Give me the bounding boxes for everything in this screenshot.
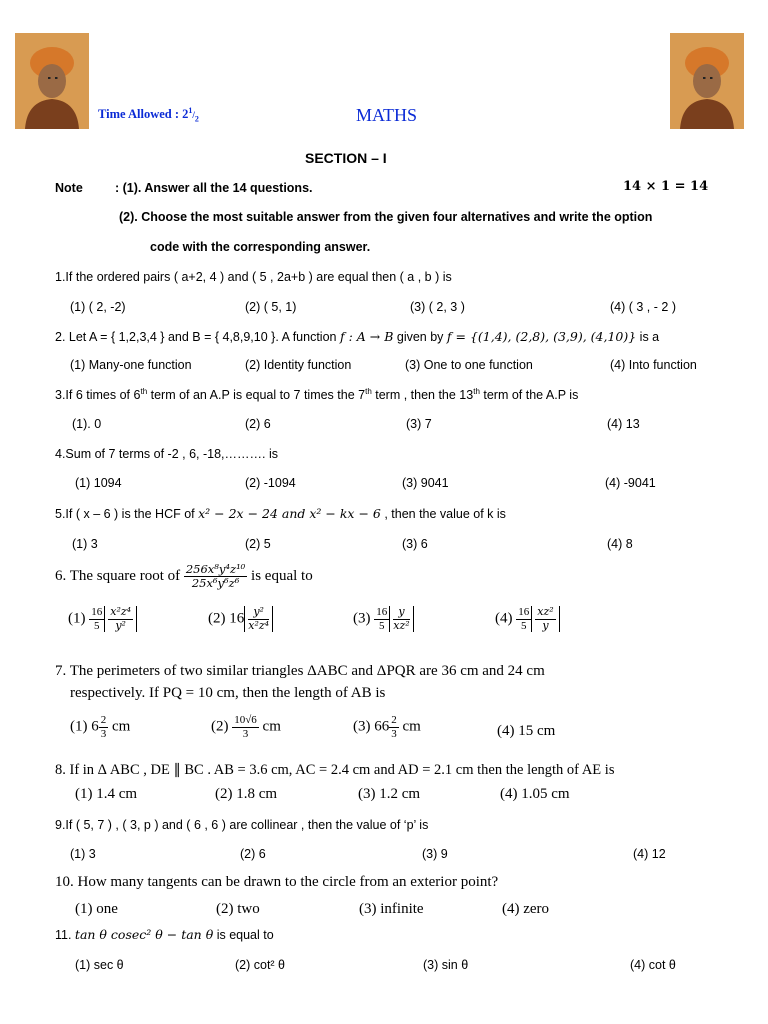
q1-option-1: (1) ( 2, -2): [70, 300, 126, 314]
q10-option-4: (4) zero: [502, 901, 550, 917]
q3-sup-3: th: [473, 387, 480, 396]
q11-option-3: (3) sin θ: [423, 958, 469, 972]
portrait-image-left: [15, 33, 89, 129]
q3-option-1: (1). 0: [72, 417, 102, 431]
q6-opt4-label: (4): [495, 610, 513, 627]
note-line1: : (1). Answer all the 14 questions.: [115, 181, 313, 195]
q6-opt4-coef: [516, 606, 531, 632]
q3-text-d: term of the A.P is: [479, 388, 579, 403]
q6-text-a: 6. The square root of: [55, 568, 184, 585]
note-marks: 14 × 1 = 14: [623, 179, 709, 194]
q6-option-4: [495, 606, 560, 632]
q10-option-2: (2) two: [216, 901, 260, 917]
q2-option-4: (4) Into function: [610, 358, 697, 372]
question-5: [55, 506, 506, 521]
q7-opt2-den: 3: [242, 727, 249, 740]
q7-opt2-label: (2): [211, 718, 229, 735]
question-7-line-1: 7. The perimeters of two similar triangles ΔABC and ΔPQR are 36 cm and 24 cm: [55, 663, 545, 679]
q11-text-a: 11.: [55, 928, 75, 942]
q6-opt2-coef: 16: [229, 610, 245, 627]
q6-opt2-abs: [244, 606, 273, 632]
q6-fraction: [184, 563, 247, 590]
q6-opt1-num: x²z⁴: [110, 605, 132, 618]
question-1: 1.If the ordered pairs ( a+2, 4 ) and ( 5 , 2a+b ) are equal then ( a , b ) is: [55, 270, 452, 284]
q6-opt4-num: xz²: [537, 605, 554, 618]
q6-opt2-den: x²z⁴: [248, 618, 270, 632]
q6-opt4-coef-den: 5: [521, 619, 527, 632]
q2-text-e: is a: [636, 330, 660, 344]
q6-denominator: 25x⁶y⁶z⁶: [191, 576, 240, 591]
q11-option-4: (4) cot θ: [630, 958, 676, 972]
q11-text-c: is equal to: [213, 928, 274, 942]
q1-option-4: (4) ( 3 , - 2 ): [610, 300, 676, 314]
q7-opt3-unit: cm: [402, 718, 421, 735]
q6-opt1-coef-num: 16: [91, 606, 103, 618]
q6-opt3-num: y: [393, 606, 409, 620]
q6-option-1: [68, 606, 137, 632]
question-10: 10. How many tangents can be drawn to the circle from an exterior point?: [55, 874, 499, 890]
q3-sup-1: th: [140, 387, 148, 396]
time-sup: 1: [188, 106, 193, 115]
q3-text-b: term of an A.P is equal to 7 times the 7: [147, 388, 366, 403]
q3-option-2: (2) 6: [245, 417, 271, 431]
section-heading: SECTION – I: [305, 150, 387, 166]
q1-option-3: (3) ( 2, 3 ): [410, 300, 465, 314]
q5-option-2: (2) 5: [245, 537, 271, 551]
q6-opt4-coef-num: 16: [518, 606, 530, 618]
question-7-line-2: respectively. If PQ = 10 cm, then the length of AB is: [70, 685, 386, 701]
q5-math: x² − 2x − 24 and x² − kx − 6: [198, 506, 381, 521]
q5-option-3: (3) 6: [402, 537, 428, 551]
time-allowed: Time Allowed : $2^1/_2$: [98, 106, 199, 124]
q10-option-3: (3) infinite: [359, 901, 424, 917]
q6-opt2-label: (2): [208, 610, 226, 627]
q3-sup-2: th: [365, 387, 372, 396]
q7-opt3-frac: [389, 714, 399, 740]
q6-opt1-coef-den: 5: [94, 619, 100, 632]
question-3: [55, 387, 578, 402]
q7-option-1: [70, 714, 130, 740]
q6-opt2-num: y²: [248, 606, 269, 620]
time-allowed-label: Time Allowed : 2: [98, 107, 189, 122]
q4-option-1: (1) 1094: [75, 476, 122, 490]
q1-option-2: (2) ( 5, 1): [245, 300, 297, 314]
q7-opt3-den: 3: [391, 727, 397, 740]
q2-text-c: given by: [393, 330, 447, 344]
time-sub: 2: [194, 114, 199, 124]
note-line2: (2). Choose the most suitable answer from the given four alternatives and write the option: [119, 210, 653, 224]
question-9: 9.If ( 5, 7 ) , ( 3, p ) and ( 6 , 6 ) are collinear , then the value of ‘p’ is: [55, 818, 429, 832]
q6-opt3-abs: [389, 606, 413, 632]
q7-opt1-num: 2: [100, 714, 107, 726]
q2-text-a: 2. Let A = { 1,2,3,4 } and B = { 4,8,9,10 }. A function: [55, 330, 340, 344]
q6-opt3-label: (3): [353, 610, 371, 627]
q7-opt2-num: 10√6: [234, 714, 257, 726]
q6-option-2: [208, 606, 273, 632]
q6-opt1-den: y²: [115, 618, 126, 632]
q6-numerator: 256x⁸y⁴z¹⁰: [185, 562, 246, 576]
q9-option-3: (3) 9: [422, 847, 448, 861]
q3-option-4: (4) 13: [607, 417, 640, 431]
q2-option-2: (2) Identity function: [245, 358, 352, 372]
q8-option-2: (2) 1.8 cm: [215, 786, 278, 802]
q6-opt1-abs: [104, 606, 137, 632]
q4-option-2: (2) -1094: [245, 476, 296, 490]
question-2: [55, 329, 659, 344]
q3-option-3: (3) 7: [406, 417, 432, 431]
q6-opt3-den: xz²: [393, 618, 410, 632]
q7-opt2-frac: [232, 714, 259, 740]
portrait-image-right: [670, 33, 744, 129]
q7-opt3-label: (3): [353, 718, 371, 735]
q6-opt1-label: (1): [68, 610, 86, 627]
q7-opt1-label: (1): [70, 718, 88, 735]
q7-opt1-unit: cm: [112, 718, 131, 735]
q6-opt3-coef: [374, 606, 389, 632]
q2-math-set: f = {(1,4), (2,8), (3,9), (4,10)}: [446, 329, 637, 344]
q7-opt1-den: 3: [100, 727, 107, 740]
question-11: [55, 927, 274, 942]
q7-option-2: [211, 714, 281, 740]
note-line3: code with the corresponding answer.: [150, 240, 371, 254]
question-6: [55, 563, 313, 590]
q8-option-3: (3) 1.2 cm: [358, 786, 421, 802]
q7-opt3-whole: 66: [374, 718, 390, 735]
q11-option-1: (1) sec θ: [75, 958, 124, 972]
q5-text-c: , then the value of k is: [380, 507, 506, 521]
q8-option-4: (4) 1.05 cm: [500, 786, 570, 802]
q7-option-4: (4) 15 cm: [497, 723, 556, 739]
note-label: Note: [55, 181, 83, 195]
q9-option-4: (4) 12: [633, 847, 666, 861]
q5-option-1: (1) 3: [72, 537, 98, 551]
q3-text-a: 3.If 6 times of 6: [55, 388, 141, 403]
q6-opt3-coef-den: 5: [379, 619, 385, 632]
q6-opt4-den: y: [542, 618, 549, 632]
q3-text-c: term , then the 13: [371, 388, 474, 403]
q2-option-1: (1) Many-one function: [70, 358, 192, 372]
q10-option-1: (1) one: [75, 901, 118, 917]
q5-text-a: 5.If ( x – 6 ) is the HCF of: [55, 507, 199, 521]
q6-opt4-abs: [531, 606, 559, 632]
q9-option-2: (2) 6: [240, 847, 266, 861]
q6-opt1-coef: [89, 606, 104, 632]
subject-title: MATHS: [356, 105, 418, 125]
q6-text-b: is equal to: [251, 568, 313, 585]
q4-option-4: (4) -9041: [605, 476, 656, 490]
q5-option-4: (4) 8: [607, 537, 633, 551]
q6-option-3: [353, 606, 414, 632]
q4-option-3: (3) 9041: [402, 476, 449, 490]
q7-opt2-unit: cm: [262, 718, 281, 735]
q7-opt3-num: 2: [391, 714, 397, 726]
q11-option-2: (2) cot² θ: [235, 958, 286, 972]
q2-math-function: f : A → B: [339, 329, 394, 344]
q8-option-1: (1) 1.4 cm: [75, 786, 138, 802]
q7-opt1-frac: [99, 714, 109, 740]
q7-opt1-whole: 6: [91, 718, 99, 735]
question-8: 8. If in Δ ABC , DE ∥ BC . AB = 3.6 cm, AC = 2.4 cm and AD = 2.1 cm then the length of AE is: [55, 762, 615, 778]
q9-option-1: (1) 3: [70, 847, 96, 861]
q11-math: tan θ cosec² θ − tan θ: [74, 927, 214, 942]
q6-opt3-coef-num: 16: [376, 606, 388, 618]
q2-option-3: (3) One to one function: [405, 358, 533, 372]
q7-option-3: [353, 714, 421, 740]
question-4: 4.Sum of 7 terms of -2 , 6, -18,………. is: [55, 447, 278, 461]
